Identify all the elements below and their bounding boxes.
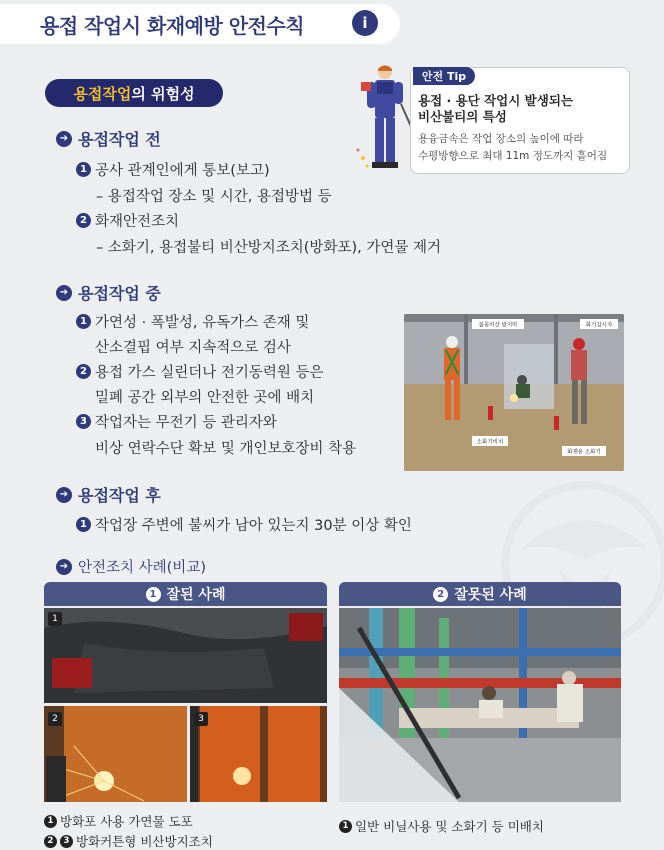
number-badge: 1: [76, 517, 91, 532]
good-case-photo-2: [44, 706, 187, 802]
bad-case-label: 잘못된 사례: [454, 587, 527, 603]
tip-tag: 안전 Tip: [413, 67, 475, 85]
list-item-text: 공사 관계인에게 통보(보고): [95, 163, 270, 179]
caption-text: 일반 비닐사용 및 소화기 등 미배치: [355, 819, 544, 834]
list-item: [76, 411, 277, 432]
photo-label: 화기감시자: [585, 322, 613, 329]
page-title: 용접 작업시 화재예방 안전수칙: [40, 14, 305, 38]
good-case-photo-3: [190, 706, 327, 802]
photo-label: 불꽃비산 방지막: [478, 322, 518, 329]
danger-rest: 의 위험성: [131, 84, 195, 103]
list-item: [95, 437, 356, 458]
list-item: [76, 361, 324, 382]
arrow-right-icon: ➔: [56, 285, 72, 301]
bad-case-photo: [339, 608, 621, 802]
list-item: [76, 514, 412, 535]
bad-case-caption: [339, 817, 544, 835]
welding-site-photo: [404, 314, 624, 471]
section-heading-text: 안전조치 사례(비교): [78, 560, 206, 576]
list-item-text: – 소화기, 용접불티 비산방지조치(방화포), 가연물 제거: [96, 240, 441, 256]
info-icon: i: [352, 10, 378, 36]
list-item: [96, 236, 441, 257]
number-badge: 3: [76, 414, 91, 429]
list-item: [96, 185, 332, 206]
list-item-text: 비상 연락수단 확보 및 개인보호장비 착용: [95, 441, 357, 457]
good-case-header: [44, 582, 327, 606]
number-badge: 1: [76, 162, 91, 177]
list-item: [76, 210, 179, 231]
number-badge: 1: [44, 815, 57, 828]
arrow-right-icon: ➔: [56, 487, 72, 503]
list-item-text: 작업자는 무전기 등 관리자와: [95, 415, 277, 431]
number-badge: 2: [433, 587, 448, 602]
bad-case-header: [339, 582, 621, 606]
caption-text: 방화포 사용 가연물 도포: [60, 814, 193, 829]
tip-body: [418, 131, 607, 165]
number-badge: 2: [76, 364, 91, 379]
number-badge: 2: [76, 213, 91, 228]
good-case-photo-1: [44, 608, 327, 703]
number-badge: 1: [339, 820, 352, 833]
list-item: [95, 336, 291, 357]
section-heading-text: 용접작업 전: [78, 130, 161, 149]
danger-highlight: 용접작업: [73, 84, 132, 103]
list-item: [76, 311, 309, 332]
section-heading-text: 용접작업 후: [78, 486, 161, 505]
list-item-text: 산소결핍 여부 지속적으로 검사: [95, 340, 291, 356]
photo-label: 화재용 소화기: [567, 449, 601, 456]
list-item-text: – 용접작업 장소 및 시간, 용접방법 등: [96, 189, 332, 205]
tip-title-line: 용접 · 용단 작업시 발생되는: [418, 93, 573, 108]
danger-heading: [45, 79, 223, 107]
list-item-text: 화재안전조치: [95, 214, 180, 230]
arrow-right-icon: ➔: [56, 559, 72, 575]
tip-title-line: 비산불티의 특성: [418, 109, 507, 124]
caption-text: 방화커튼형 비산방지조치: [76, 834, 213, 849]
number-badge: 3: [60, 835, 73, 848]
list-item-text: 밀폐 공간 외부의 안전한 곳에 배치: [95, 390, 315, 406]
arrow-right-icon: ➔: [56, 131, 72, 147]
section-heading-after: [56, 483, 161, 506]
number-badge: 1: [146, 587, 161, 602]
section-heading-text: 용접작업 중: [78, 284, 161, 303]
good-case-label: 잘된 사례: [166, 587, 226, 603]
section-heading-during: [56, 281, 161, 304]
list-item: [76, 159, 270, 180]
tip-body-line: 용융금속은 작업 장소의 높이에 따라: [418, 133, 584, 145]
list-item-text: 가연성 · 폭발성, 유독가스 존재 및: [95, 315, 310, 331]
number-badge: 2: [44, 835, 57, 848]
section-heading-cases: [56, 556, 206, 577]
list-item: [95, 386, 314, 407]
tip-body-line: 수평방향으로 최대 11m 정도까지 흩어짐: [418, 150, 608, 162]
photo-label: 소화기비치: [476, 439, 504, 446]
tip-title: [418, 93, 573, 125]
good-case-caption-2: [44, 832, 213, 850]
section-heading-before: [56, 127, 161, 150]
photo-number: 1: [48, 612, 62, 626]
list-item-text: 작업장 주변에 불씨가 남아 있는지 30분 이상 확인: [95, 518, 412, 534]
photo-number: 2: [48, 712, 62, 726]
number-badge: 1: [76, 314, 91, 329]
photo-number: 3: [194, 712, 208, 726]
list-item-text: 용접 가스 실린더나 전기동력원 등은: [95, 365, 324, 381]
good-case-caption-1: [44, 812, 193, 830]
